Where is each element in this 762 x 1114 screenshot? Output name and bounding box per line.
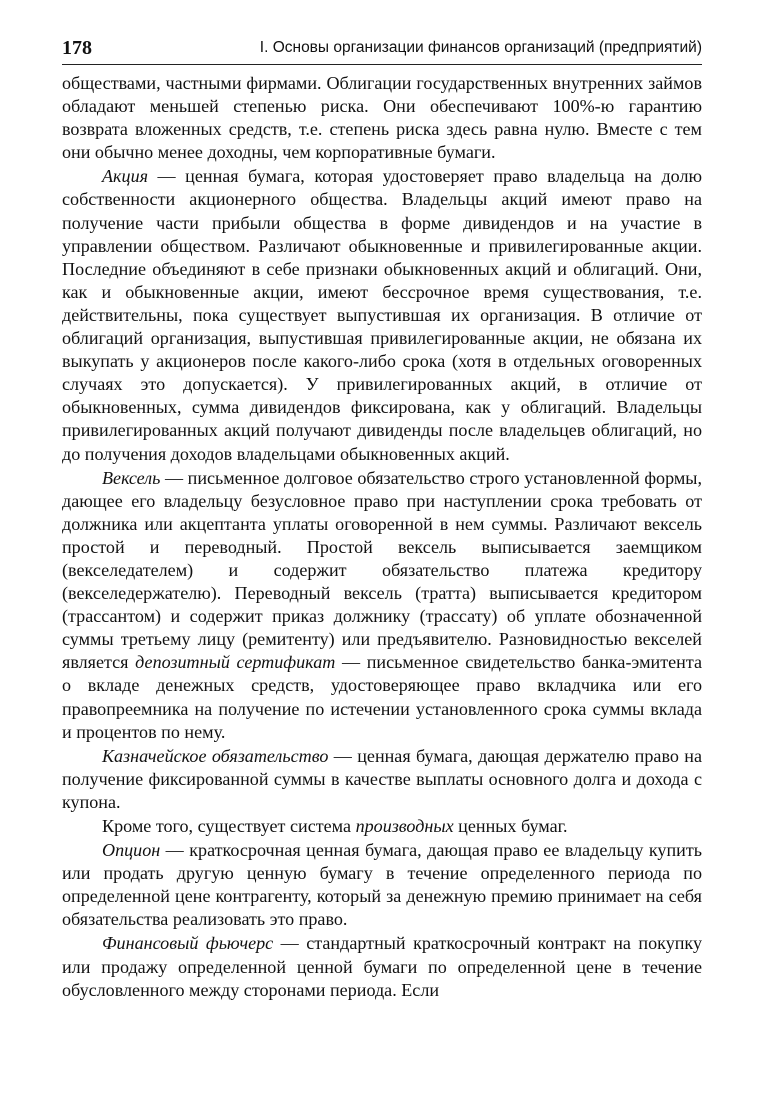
paragraph-text: Кроме того, существует система — [102, 816, 356, 836]
running-title: I. Основы организации финансов организаций (предприятий) — [259, 39, 702, 56]
paragraph-text: — письменное свидетельство банка-эмитента о вкладе денежных средств, удостоверяющее право вкладчика или его правопреемника на получение по истечении установленного срока суммы вклада и процентов по нему. — [62, 652, 702, 742]
paragraph-text: обществами, частными фирмами. Облигации государственных внутренних займов обладают меньшей степенью риска. Они обеспечивают 100%-ю гарантию возврата вложенных средств, т.е. степень риска здесь равна нулю. Вместе с тем они обычно менее доходны, чем корпоративные бумаги. — [62, 73, 702, 163]
term-share: Акция — [102, 166, 149, 187]
term-deposit-certificate: депозитный сертификат — [135, 652, 336, 673]
paragraph-share — [62, 165, 702, 465]
paragraph-bill-of-exchange — [62, 467, 702, 744]
paragraph-option — [62, 839, 702, 931]
paragraph-text: — краткосрочная ценная бумага, дающая право ее владельцу купить или продать другую ценную бумагу в течение определенного периода по определенной цене контрагенту, который за денежную премию принимает на себя обязательства реализовать это право. — [62, 840, 702, 930]
term-treasury-obligation: Казначейское обязательство — [102, 745, 329, 766]
paragraph-text: ценных бумаг. — [453, 816, 568, 836]
paragraph-derivatives — [62, 815, 702, 838]
paragraph-text: — ценная бумага, которая удостоверяет право владельца на долю собственности акционерного общества. Владельцы акций имеют право на получение части прибыли общества в форме дивидендов и на участие в управлении обществом. Различают обыкновенные и привилегированные акции. Последние объединяют в себе признаки обыкновенных акций и облигаций. Они, как и обыкновенные акции, имеют бессрочное время существования, т.е. действительны, пока существует выпустившая их организация. В отличие от облигаций организация, выпустившая привилегированные акции, не обязана их выкупать у акционеров после какого-либо срока (хотя в отдельных оговоренных случаях это допускается). У привилегированных акций, в отличие от обыкновенных, сумма дивидендов фиксирована, как у облигаций. Владельцы привилегированных акций получают дивиденды после владельцев облигаций, но до получения доходов владельцами обыкновенных акций. — [62, 166, 702, 464]
paragraph-text: — письменное долговое обязательство строго установленной формы, дающее его владельцу безусловное право при наступлении срока требовать от должника или акцептанта уплаты оговоренной в нем суммы. Различают вексель простой и переводный. Простой вексель выписывается заемщиком (векселедателем) и содержит обязательство платежа кредитору (векселедержателю). Переводный вексель (тратта) выписывается кредитором (трассантом) и содержит приказ должнику (трассату) об уплате обозначенной суммы третьему лицу (ремитенту) или предъявителю. Разновидностью векселей является — [62, 467, 702, 673]
term-financial-futures: Финансовый фьючерс — [102, 933, 274, 954]
paragraph-bonds-continuation — [62, 72, 702, 164]
term-derivatives: производных — [355, 816, 454, 836]
body-text — [62, 72, 702, 1002]
term-bill-of-exchange: Вексель — [102, 467, 161, 488]
term-option: Опцион — [102, 840, 161, 861]
page-header — [62, 34, 702, 65]
paragraph-financial-futures — [62, 932, 702, 1001]
paragraph-text: — ценная бумага, дающая держателю право на получение фиксированной суммы в качестве выплаты основного долга и дохода с купона. — [62, 745, 702, 812]
paragraph-treasury-obligation — [62, 745, 702, 814]
paragraph-text: — стандартный краткосрочный контракт на покупку или продажу определенной ценной бумаги по определенной цене в течение обусловленного между сторонами периода. Если — [62, 933, 703, 1000]
page-number: 178 — [62, 37, 92, 59]
